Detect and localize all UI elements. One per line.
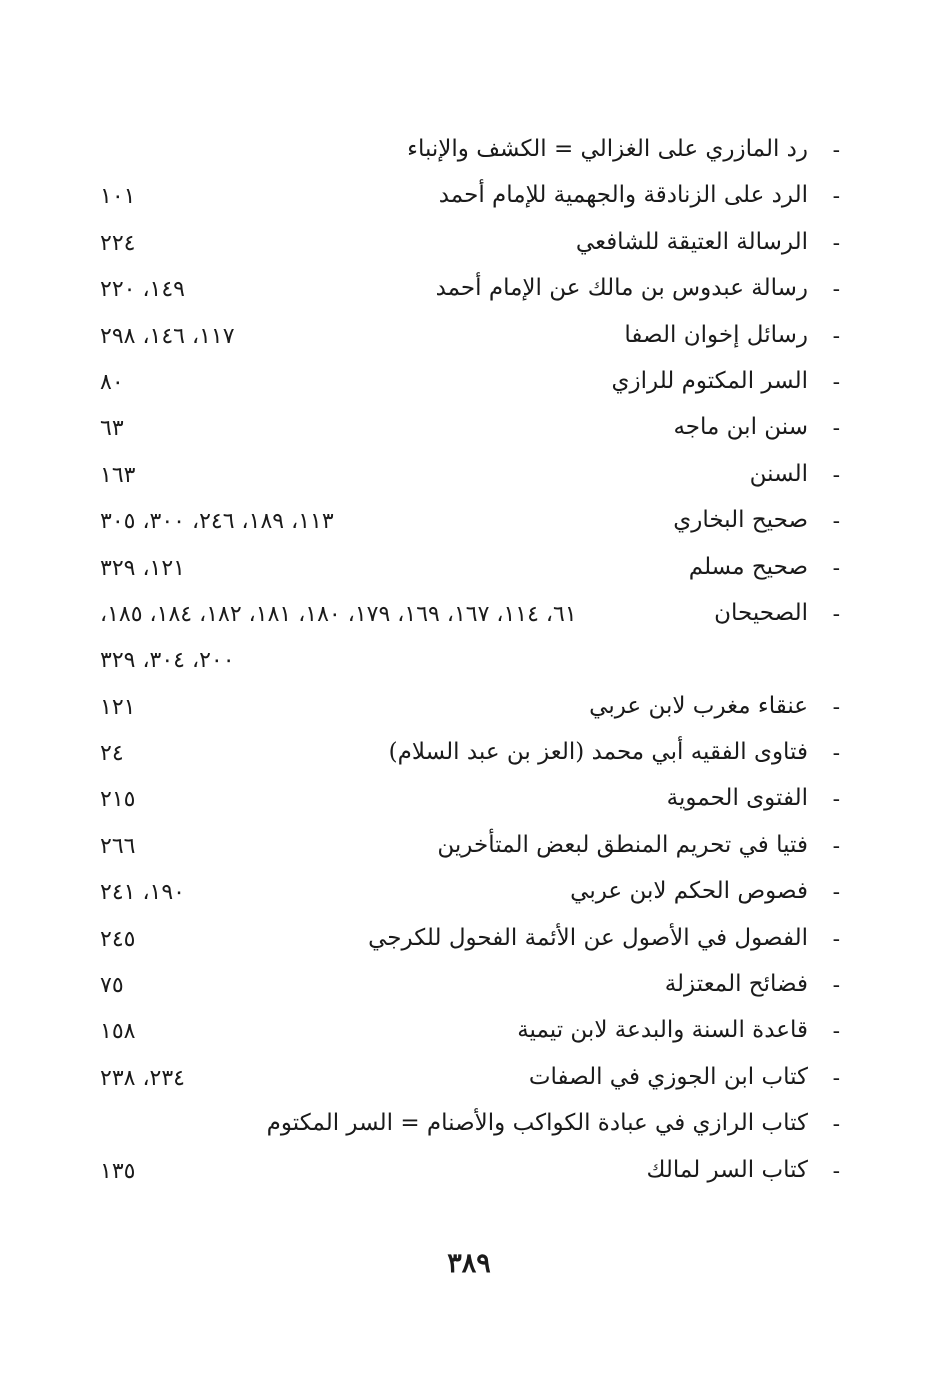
entry-title: الفصول في الأصول عن الأئمة الفحول للكرجي bbox=[368, 924, 808, 951]
entry-pages: ٢١٥ bbox=[100, 787, 136, 813]
entry-pages: ٧٥ bbox=[100, 973, 124, 999]
page-number: ٣٨٩ bbox=[447, 1248, 491, 1279]
entry-title: كتاب السر لمالك bbox=[646, 1156, 808, 1183]
index-entry bbox=[100, 689, 840, 735]
entry-title: رد المازري على الغزالي = الكشف والإنباء bbox=[407, 136, 808, 162]
entry-dash: - bbox=[832, 323, 840, 349]
entry-pages: ٢٣٤، ٢٣٨ bbox=[100, 1065, 185, 1091]
entry-title: الرد على الزنادقة والجهمية للإمام أحمد bbox=[438, 182, 808, 209]
entry-dash: - bbox=[832, 926, 840, 952]
entry-pages: ٢٢٤ bbox=[100, 230, 136, 256]
index-entry-continuation bbox=[100, 642, 840, 688]
entry-dash: - bbox=[832, 555, 840, 581]
index-entry bbox=[100, 1013, 840, 1059]
entry-title: رسائل إخوان الصفا bbox=[624, 321, 808, 348]
entry-pages: ٨٠ bbox=[100, 369, 124, 395]
index-entry bbox=[100, 550, 840, 596]
index-entry bbox=[100, 596, 840, 642]
entry-title: فتاوى الفقيه أبي محمد (العز بن عبد السلام) bbox=[388, 739, 808, 766]
index-entry bbox=[100, 318, 840, 364]
index-entry bbox=[100, 967, 840, 1013]
entry-pages-continued: ٢٠٠، ٣٠٤، ٣٢٩ bbox=[100, 648, 235, 674]
index-entry bbox=[100, 1106, 840, 1152]
index-entry bbox=[100, 1153, 840, 1199]
index-entry bbox=[100, 828, 840, 874]
entry-title: الصحيحان bbox=[714, 599, 808, 626]
index-entry bbox=[100, 410, 840, 456]
entry-dash: - bbox=[832, 230, 840, 256]
entry-dash: - bbox=[832, 601, 840, 627]
entry-pages: ١١٧، ١٤٦، ٢٩٨ bbox=[100, 323, 235, 349]
entry-dash: - bbox=[832, 1019, 840, 1045]
entry-title: سنن ابن ماجه bbox=[673, 414, 808, 441]
entry-title: كتاب الرازي في عبادة الكواكب والأصنام = السر المكتوم bbox=[266, 1110, 808, 1137]
entry-title: عنقاء مغرب لابن عربي bbox=[589, 692, 808, 719]
entry-pages: ١٣٥ bbox=[100, 1158, 136, 1184]
entry-dash: - bbox=[832, 833, 840, 859]
entry-title: صحيح مسلم bbox=[688, 553, 808, 580]
entry-dash: - bbox=[832, 1158, 840, 1184]
index-entry bbox=[100, 271, 840, 317]
entry-title: الرسالة العتيقة للشافعي bbox=[575, 228, 808, 255]
index-entry bbox=[100, 178, 840, 224]
entry-pages: ٢٤ bbox=[100, 741, 124, 767]
entry-dash: - bbox=[832, 369, 840, 395]
entry-pages: ١١٣، ١٨٩، ٢٤٦، ٣٠٠، ٣٠٥ bbox=[100, 509, 334, 535]
entry-title: السر المكتوم للرازي bbox=[611, 367, 808, 394]
entry-dash: - bbox=[832, 277, 840, 303]
entry-dash: - bbox=[832, 138, 840, 163]
entry-title: كتاب ابن الجوزي في الصفات bbox=[528, 1063, 808, 1090]
index-entry bbox=[100, 132, 840, 178]
entry-title: فتيا في تحريم المنطق لبعض المتأخرين bbox=[437, 831, 808, 858]
entry-pages: ١٤٩، ٢٢٠ bbox=[100, 277, 185, 303]
entry-dash: - bbox=[832, 416, 840, 442]
entry-title: فصوص الحكم لابن عربي bbox=[570, 878, 808, 905]
index-entry bbox=[100, 781, 840, 827]
index-entry bbox=[100, 503, 840, 549]
entry-dash: - bbox=[832, 694, 840, 720]
entry-pages: ١٢١، ٣٢٩ bbox=[100, 555, 185, 581]
index-entry bbox=[100, 921, 840, 967]
entry-dash: - bbox=[832, 462, 840, 488]
entry-pages: ٢٤٥ bbox=[100, 926, 136, 952]
entry-pages: ١٥٨ bbox=[100, 1019, 136, 1045]
entry-pages: ٢٦٦ bbox=[100, 833, 136, 859]
entry-pages: ٦٣ bbox=[100, 416, 124, 442]
entry-title: رسالة عبدوس بن مالك عن الإمام أحمد bbox=[435, 275, 808, 302]
index-entries bbox=[100, 132, 840, 1199]
entry-dash: - bbox=[832, 1065, 840, 1091]
entry-pages: ١٠١ bbox=[100, 184, 136, 210]
entry-dash: - bbox=[832, 509, 840, 535]
index-entry bbox=[100, 735, 840, 781]
index-entry bbox=[100, 225, 840, 271]
index-entry bbox=[100, 457, 840, 503]
entry-pages: ١٦٣ bbox=[100, 462, 136, 488]
entry-dash: - bbox=[832, 880, 840, 906]
entry-title: قاعدة السنة والبدعة لابن تيمية bbox=[517, 1017, 808, 1044]
entry-title: الفتوى الحموية bbox=[666, 785, 808, 812]
entry-dash: - bbox=[832, 184, 840, 210]
entry-title: السنن bbox=[749, 460, 808, 487]
entry-pages: ١٢١ bbox=[100, 694, 136, 720]
entry-title: فضائح المعتزلة bbox=[664, 971, 808, 998]
index-entry bbox=[100, 1060, 840, 1106]
entry-dash: - bbox=[832, 1112, 840, 1138]
entry-dash: - bbox=[832, 787, 840, 813]
entry-dash: - bbox=[832, 741, 840, 767]
index-entry bbox=[100, 364, 840, 410]
entry-title: صحيح البخاري bbox=[673, 507, 808, 534]
entry-pages: ٦١، ١١٤، ١٦٧، ١٦٩، ١٧٩، ١٨٠، ١٨١، ١٨٢، ١٨٤، ١٨٥، bbox=[100, 601, 577, 627]
entry-dash: - bbox=[832, 973, 840, 999]
entry-pages: ١٩٠، ٢٤١ bbox=[100, 880, 185, 906]
index-entry bbox=[100, 874, 840, 920]
